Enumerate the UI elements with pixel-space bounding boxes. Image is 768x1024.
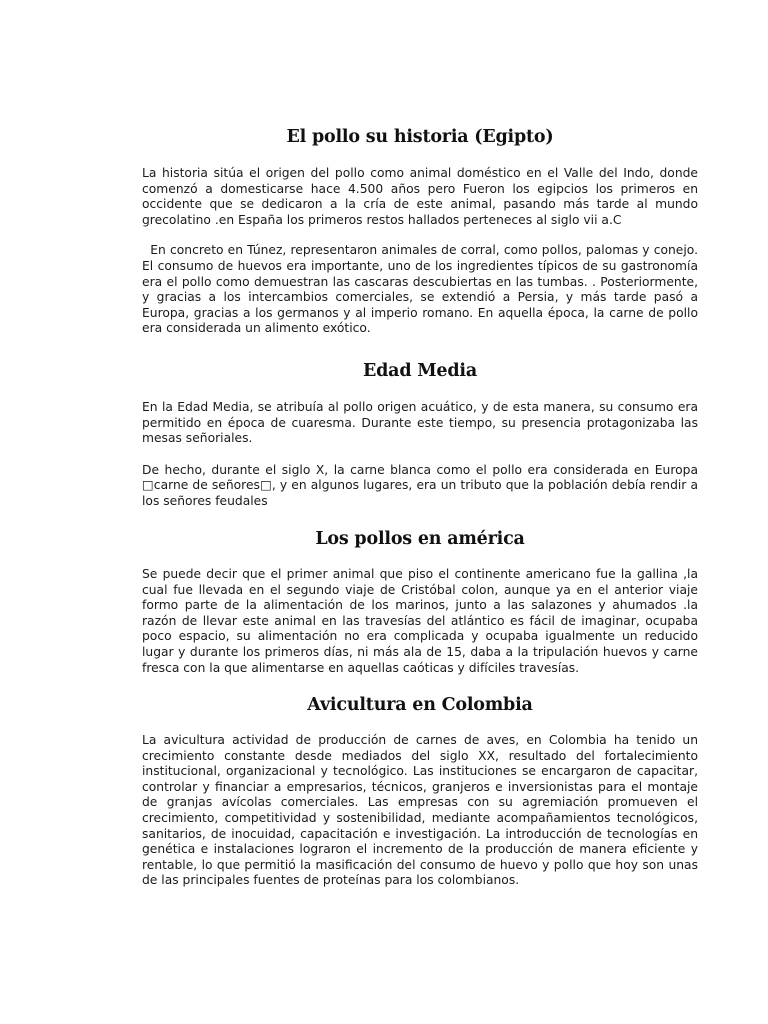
paragraph: La avicultura actividad de producción de carnes de aves, en Colombia ha tenido un crecimiento constante desde mediados del siglo XX, resultado del fortalecimiento institucional, organizacional y tecnológico. Las instituciones se encargaron de capacitar, controlar y financiar a empresarios, técnicos, granjeros e inversionistas para el montaje de granjas avícolas comerciales. Las empresas con su agremiación promueven el crecimiento, competitividad y sostenibilidad, mediante acompañamientos tecnológicos, sanitarios, de inocuidad, capacitación e investigación. La introducción de tecnologías en genética e instalaciones lograron el incremento de la producción de manera eficiente y rentable, lo que permitió la masificación del consumo de huevo y pollo que hoy son unas de las principales fuentes de proteínas para los colombianos. [142,733,698,888]
paragraph: En concreto en Túnez, representaron animales de corral, como pollos, palomas y conejo. El consumo de huevos era importante, uno de los ingredientes típicos de su gastronomía era el pollo como demuestran las cascaras descubiertas en las tumbas. . Posteriormente, y gracias a los intercambios comerciales, se extendió a Persia, y más tarde pasó a Europa, gracias a los germanos y al imperio romano. En aquella época, la carne de pollo era considerada un alimento exótico. [142,243,698,336]
section-edad-media [142,360,698,510]
paragraph: Se puede decir que el primer animal que piso el continente americano fue la gallina ,la cual fue llevada en el segundo viaje de Cristóbal colon, aunque ya en el anterior viaje formo parte de la alimentación de los marinos, junto a las salazones y ahumados .la razón de llevar este animal en las travesías del atlántico es fácil de imaginar, ocupaba poco espacio, su alimentación no era complicada y ocupaba igualmente un reducido lugar y durante los primeros días, ni más ala de 15, daba a la tripulación huevos y carne fresca con la que alimentarse en aquellas caóticas y difíciles travesías. [142,567,698,675]
section-heading: Avicultura en Colombia [307,695,533,715]
paragraph: En la Edad Media, se atribuía al pollo origen acuático, y de esta manera, su consumo era permitido en época de cuaresma. Durante este tiempo, su presencia protagonizaba las mesas señoriales. [142,400,698,446]
paragraph: La historia sitúa el origen del pollo como animal doméstico en el Valle del Indo, donde comenzó a domesticarse hace 4.500 años pero Fueron los egipcios los primeros en occidente que se dedicaron a la cría de este animal, pasando más tarde al mundo grecolatino .en España los primeros restos hallados perteneces al siglo vii a.C [142,166,698,227]
section-egipto [142,126,698,337]
section-heading: El pollo su historia (Egipto) [286,127,554,147]
paragraph: De hecho, durante el siglo X, la carne blanca como el pollo era considerada en Europa □carne de señores□, y en algunos lugares, era un tributo que la población debía rendir a los señores feudales [142,462,698,508]
section-heading: Los pollos en américa [315,529,525,549]
section-america [142,528,698,676]
section-colombia [142,694,698,889]
section-heading: Edad Media [363,361,477,381]
